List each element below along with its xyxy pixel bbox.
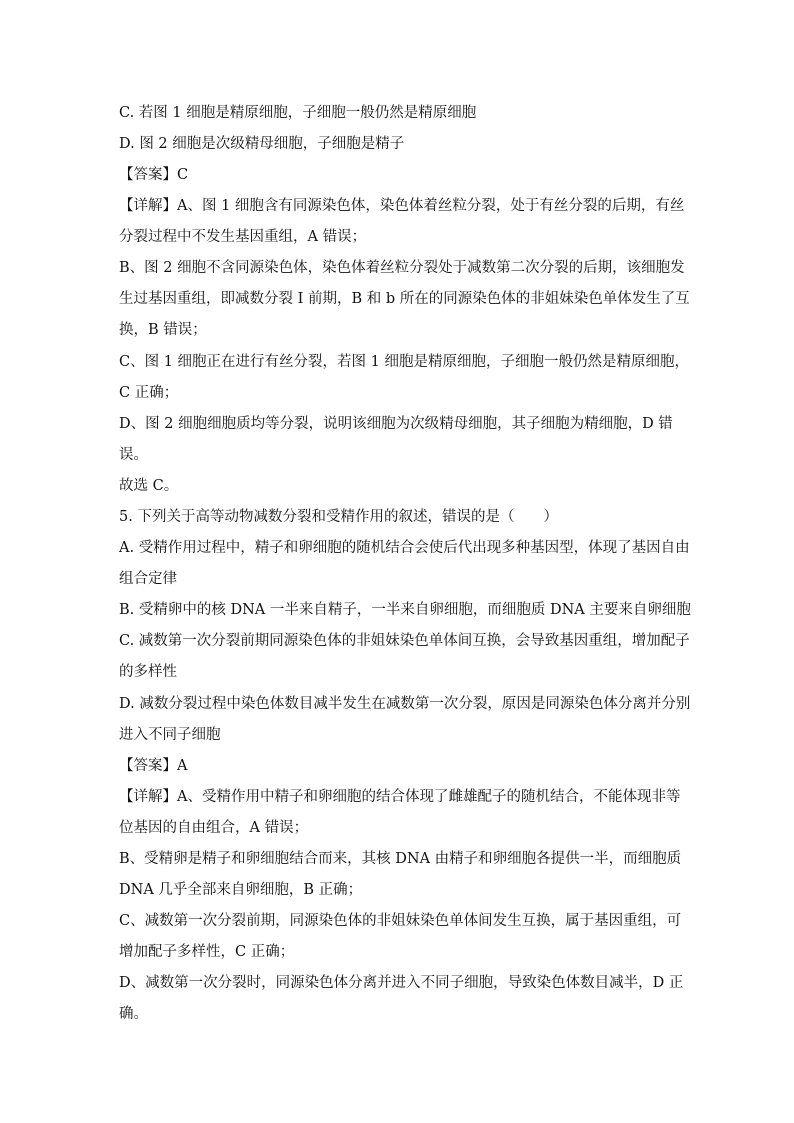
explanation-line: D、减数第一次分裂时，同源染色体分离并进入不同子细胞，导致染色体数目减半，D 正 <box>119 975 684 991</box>
explanation-line: C、减数第一次分裂前期，同源染色体的非姐妹染色单体间发生互换，属于基因重组，可 <box>119 913 682 929</box>
explanation-line: B、受精卵是精子和卵细胞结合而来，其核 DNA 由精子和卵细胞各提供一半，而细胞质 <box>119 851 682 867</box>
explanation-line: 生过基因重组，即减数分裂 I 前期，B 和 b 所在的同源染色体的非姐妹染色单体发生了互 <box>119 291 690 307</box>
option-c-text: C. 若图 1 细胞是精原细胞，子细胞一般仍然是精原细胞 <box>119 105 477 121</box>
explanation-line: 换，B 错误； <box>119 322 207 338</box>
option-d-text: 进入不同子细胞 <box>119 727 221 743</box>
explanation-line: 【详解】A、图 1 细胞含有同源染色体，染色体着丝粒分裂，处于有丝分裂的后期，有丝 <box>119 198 685 214</box>
explanation-line: 分裂过程中不发生基因重组，A 错误； <box>119 229 367 245</box>
option-a-text: 组合定律 <box>119 571 177 587</box>
option-a-text: A. 受精作用过程中，精子和卵细胞的随机结合会使后代出现多种基因型，体现了基因自由 <box>119 540 690 556</box>
answer-label: 【答案】C <box>119 167 189 183</box>
explanation-line: 确。 <box>119 1006 148 1022</box>
option-d-text: D. 图 2 细胞是次级精母细胞，子细胞是精子 <box>119 136 405 152</box>
conclusion-line: 故选 C。 <box>119 478 179 494</box>
explanation-line: 增加配子多样性，C 正确； <box>119 944 295 960</box>
option-b-text: B. 受精卵中的核 DNA 一半来自精子，一半来自卵细胞，而细胞质 DNA 主要来自卵细胞 <box>119 602 691 618</box>
question-5-stem: 5. 下列关于高等动物减数分裂和受精作用的叙述，错误的是（ ） <box>119 509 558 525</box>
explanation-line: D、图 2 细胞细胞质均等分裂，说明该细胞为次级精母细胞，其子细胞为精细胞，D 错 <box>119 416 673 432</box>
option-d-text: D. 减数分裂过程中染色体数目减半发生在减数第一次分裂，原因是同源染色体分离并分别 <box>119 696 691 712</box>
option-c-text: 的多样性 <box>119 664 177 680</box>
explanation-line: C、图 1 细胞正在进行有丝分裂，若图 1 细胞是精原细胞，子细胞一般仍然是精原细胞， <box>119 354 689 370</box>
explanation-line: DNA 几乎全部来自卵细胞，B 正确； <box>119 882 363 898</box>
explanation-line: 位基因的自由组合，A 错误； <box>119 820 309 836</box>
explanation-line: 误。 <box>119 447 148 463</box>
answer-label: 【答案】A <box>119 758 188 774</box>
explanation-line: 【详解】A、受精作用中精子和卵细胞的结合体现了雌雄配子的随机结合，不能体现非等 <box>119 789 681 805</box>
option-c-text: C. 减数第一次分裂前期同源染色体的非姐妹染色单体间互换，会导致基因重组，增加配子 <box>119 633 690 649</box>
explanation-line: B、图 2 细胞不含同源染色体，染色体着丝粒分裂处于减数第二次分裂的后期，该细胞发 <box>119 260 685 276</box>
explanation-line: C 正确； <box>119 385 179 401</box>
